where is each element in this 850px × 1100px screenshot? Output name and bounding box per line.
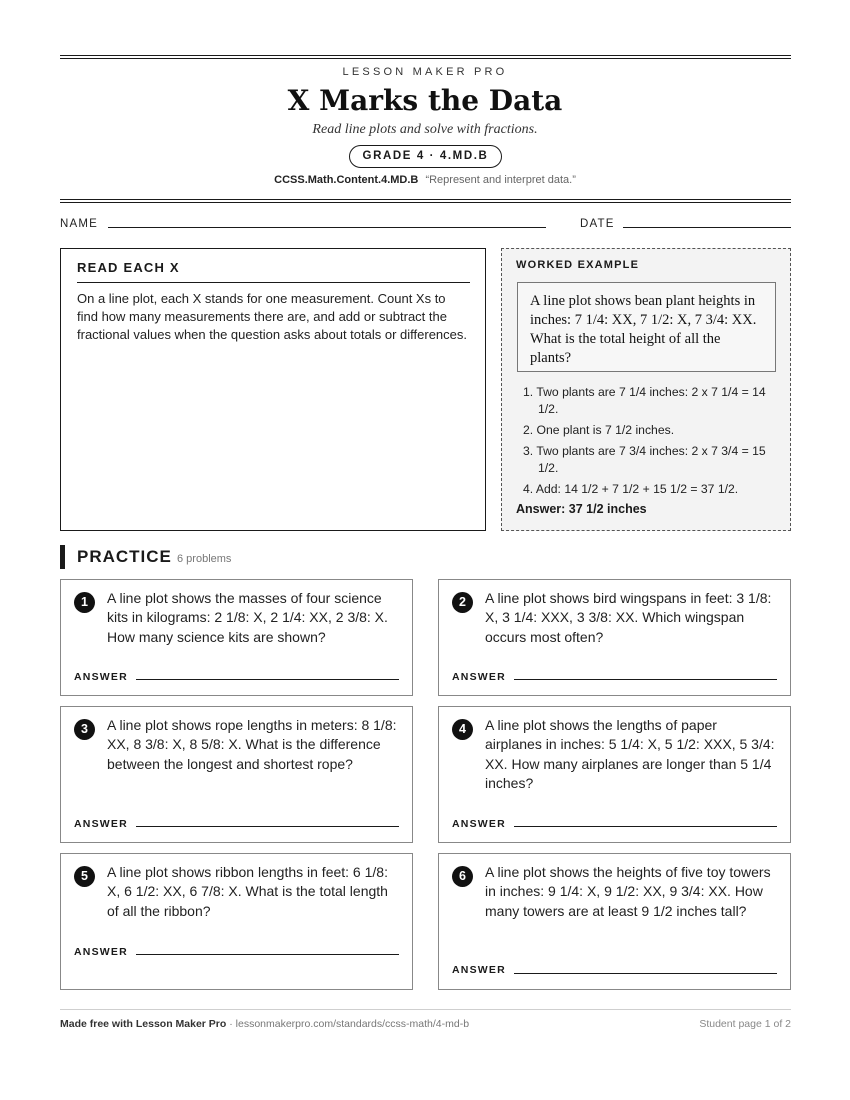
name-label: NAME [60,218,99,230]
worked-step: 1. Two plants are 7 1/4 inches: 2 x 7 1/4 = 14 1/2. [523,385,766,416]
answer-label: ANSWER [74,818,128,830]
answer-label: ANSWER [74,946,128,958]
answer-line[interactable] [136,826,399,827]
top-rule-inner [60,58,791,59]
answer-label: ANSWER [452,671,506,683]
problem-number: 4 [452,719,473,740]
standard-code: CCSS.Math.Content.4.MD.B [274,174,419,186]
problem-number: 1 [74,592,95,613]
answer-line[interactable] [514,679,777,680]
footer-rule [60,1009,791,1010]
footer-made-with: Made free with Lesson Maker Pro [60,1018,227,1030]
header-rule-inner [60,202,791,203]
footer-credit [60,1018,469,1030]
page-title: X Marks the Data [287,84,563,117]
answer-label: ANSWER [452,818,506,830]
footer-page-number: Student page 1 of 2 [699,1018,791,1030]
read-each-box [60,248,486,531]
answer-line[interactable] [514,973,777,974]
standard-description: “Represent and interpret data.” [425,174,576,186]
date-label: DATE [580,218,615,230]
worked-example-box [501,248,791,531]
practice-title: PRACTICE [77,547,172,566]
problem-text: A line plot shows the lengths of paper airplanes in inches: 5 1/4: X, 5 1/2: XXX, 5 3/4: XX. How many airplanes are longer than 5 1/4 inches? [485,717,775,791]
answer-line[interactable] [136,954,399,955]
top-rule [60,55,791,56]
standard-line [0,174,850,186]
problem-number: 5 [74,866,95,887]
header-rule [60,199,791,200]
problem-card-3 [60,706,413,843]
read-each-title: READ EACH X [77,260,180,275]
problem-card-1 [60,579,413,696]
problem-card-6 [438,853,791,990]
answer-label: ANSWER [452,964,506,976]
answer-line[interactable] [514,826,777,827]
page-subtitle: Read line plots and solve with fractions. [312,122,538,137]
worked-step: 4. Add: 14 1/2 + 7 1/2 + 15 1/2 = 37 1/2. [523,482,739,496]
name-line[interactable] [108,227,546,228]
worked-example-steps [516,384,774,502]
problem-number: 2 [452,592,473,613]
worked-example-title: WORKED EXAMPLE [516,259,640,271]
brand-name: LESSON MAKER PRO [342,66,508,78]
problem-text: A line plot shows the heights of five toy towers in inches: 9 1/4: X, 9 1/2: XX, 9 3/4: XX. How many towers are at least 9 1/2 inches tall? [485,864,771,919]
worked-step: 3. Two plants are 7 3/4 inches: 2 x 7 3/4 = 15 1/2. [523,444,766,475]
read-each-text: On a line plot, each X stands for one measurement. Count Xs to find how many measurements there are, and add or subtract the fractional values when the question asks about totals or differences. [77,291,467,342]
problem-card-5 [60,853,413,990]
worked-example-answer: Answer: 37 1/2 inches [516,502,647,516]
practice-count: 6 problems [177,553,232,565]
problem-text: A line plot shows ribbon lengths in feet: 6 1/8: X, 6 1/2: XX, 6 7/8: X. What is the total length of all the ribbon? [107,864,388,919]
answer-line[interactable] [136,679,399,680]
grade-badge: GRADE 4 · 4.MD.B [349,145,502,168]
date-line[interactable] [623,227,791,228]
worked-step: 2. One plant is 7 1/2 inches. [523,423,675,437]
worked-example-problem: A line plot shows bean plant heights in inches: 7 1/4: XX, 7 1/2: X, 7 3/4: XX. What is the total height of all the plants? [517,282,776,372]
problem-number: 6 [452,866,473,887]
problem-text: A line plot shows bird wingspans in feet: 3 1/8: X, 3 1/4: XXX, 3 3/8: XX. Which wingspan occurs most often? [485,590,772,645]
answer-label: ANSWER [74,671,128,683]
problem-text: A line plot shows rope lengths in meters: 8 1/8: XX, 8 3/8: X, 8 5/8: X. What is the difference between the longest and shortest rope? [107,717,397,772]
practice-accent-bar [60,545,65,569]
problem-text: A line plot shows the masses of four science kits in kilograms: 2 1/8: X, 2 1/4: XX, 2 3/8: X. How many science kits are shown? [107,590,388,645]
read-each-rule [77,282,470,283]
problem-card-2 [438,579,791,696]
problem-number: 3 [74,719,95,740]
footer-url[interactable]: · lessonmakerpro.com/standards/ccss-math/4-md-b [226,1018,470,1030]
problem-card-4 [438,706,791,843]
